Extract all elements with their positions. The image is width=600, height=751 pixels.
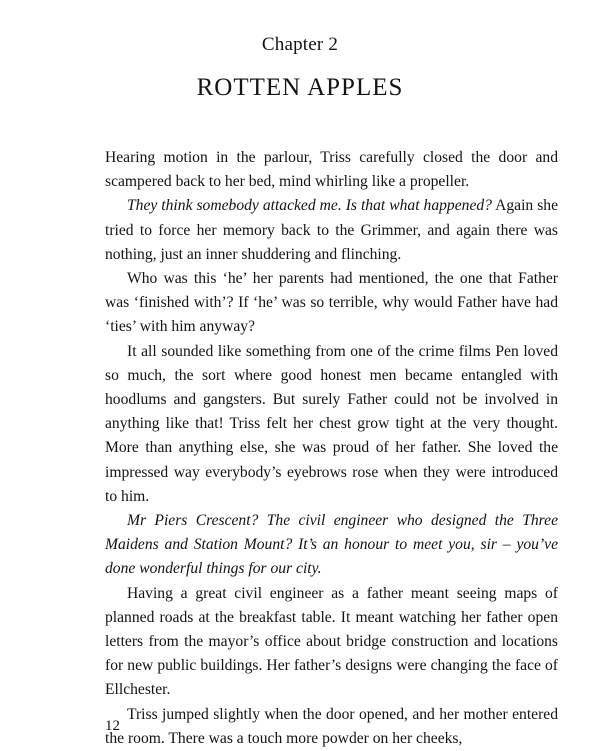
paragraph: They think somebody attacked me. Is that what happened? Again she tried to force her memory back to the Grimmer, and again there was nothing, just an inner shuddering and flinching.: [105, 197, 558, 263]
page-number: 12: [105, 718, 120, 734]
chapter-title: ROTTEN APPLES: [196, 74, 404, 101]
italic-thought: They think somebody attacked me. Is that what happened?: [127, 197, 492, 215]
chapter-label: Chapter 2: [261, 34, 339, 55]
paragraph: Having a great civil engineer as a father meant seeing maps of planned roads at the breakfast table. It meant watching her father open letters from the mayor’s office about bridge construction and locations for new public buildings. Her father’s designs were changing the face of Ellchester.: [105, 584, 558, 699]
paragraph: Hearing motion in the parlour, Triss carefully closed the door and scampered back to her bed, mind whirling like a propeller.: [105, 149, 558, 191]
paragraph: It all sounded like something from one of the crime films Pen loved so much, the sort where good honest men became entangled with hoodlums and gangsters. But surely Father could not be involved in anything like that! Triss felt her chest grow tight at the very thought. More than anything else, she was proud of her father. She loved the impressed way everybody’s eyebrows rose when they were introduced to him.: [105, 342, 558, 505]
paragraph: Triss jumped slightly when the door opened, and her mother entered the room. There was a touch more powder on her cheeks,: [105, 705, 558, 747]
paragraph-italic: Mr Piers Crescent? The civil engineer who designed the Three Maidens and Station Mount? It’s an honour to meet you, sir – you’ve done wonderful things for our city.: [105, 512, 558, 578]
paragraph: Who was this ‘he’ her parents had mentioned, the one that Father was ‘finished with’? If ‘he’ was so terrible, why would Father have had ‘ties’ with him anyway?: [105, 270, 558, 336]
body-text: [105, 146, 558, 751]
